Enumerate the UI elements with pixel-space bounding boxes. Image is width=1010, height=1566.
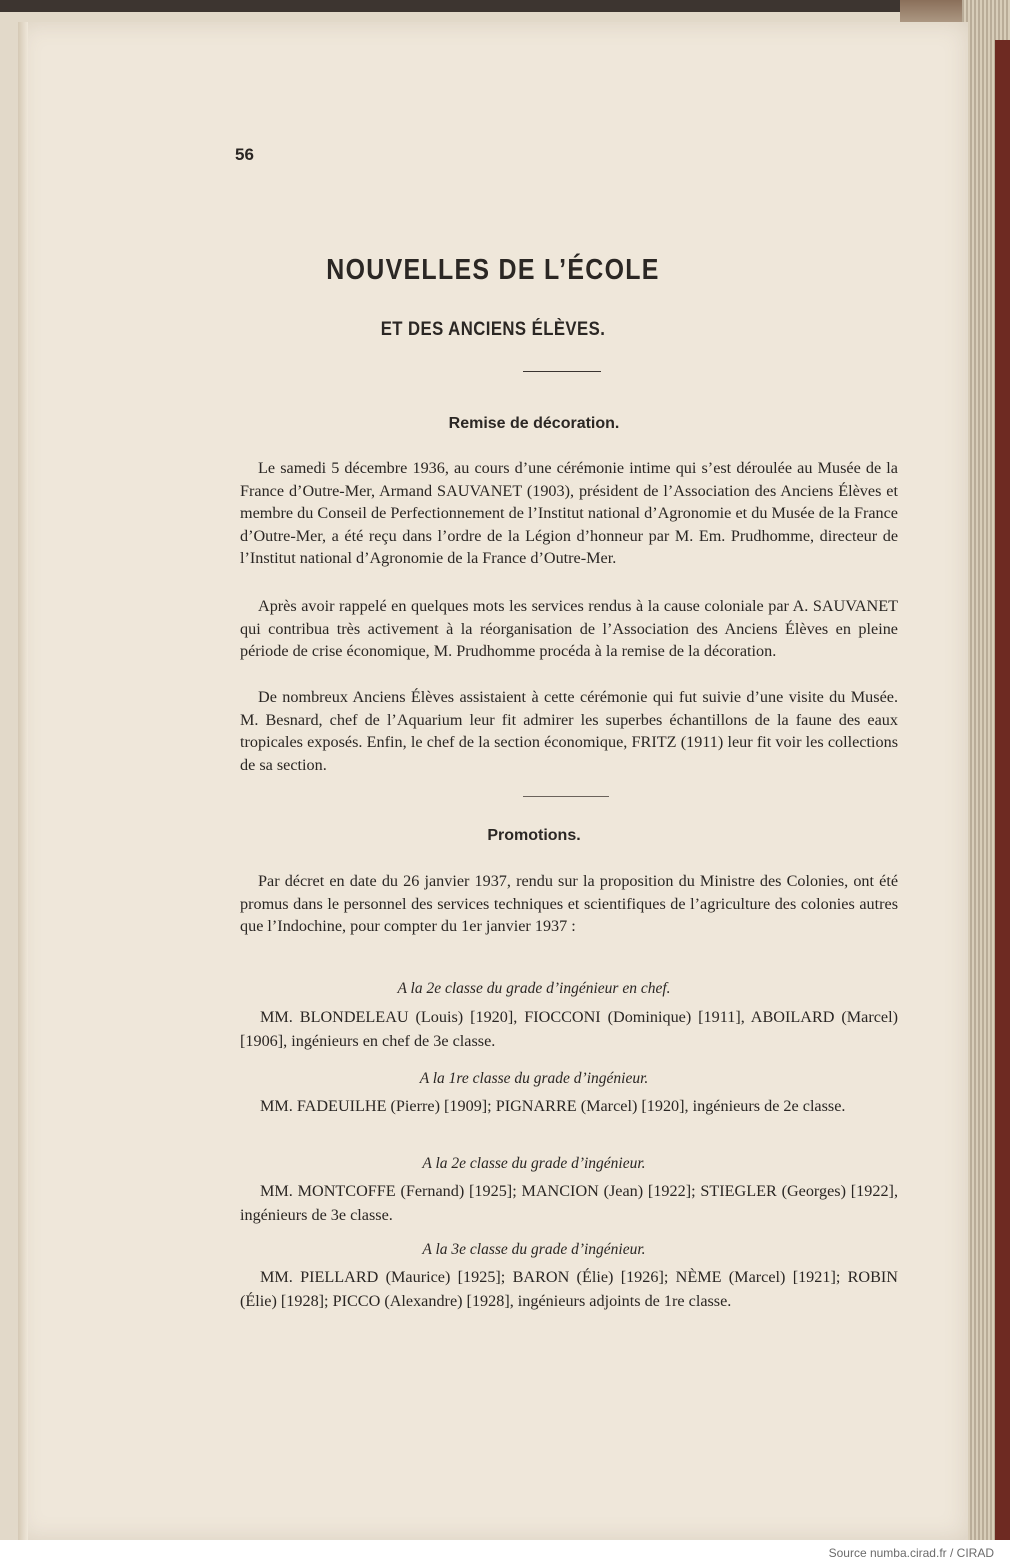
source-credit: Source numba.cirad.fr / CIRAD xyxy=(828,1546,994,1560)
title-divider xyxy=(523,371,601,372)
document-page xyxy=(18,22,968,1540)
grade-heading: A la 2e classe du grade d’ingénieur. xyxy=(422,1155,646,1172)
section-divider xyxy=(523,796,609,797)
grade-heading: A la 3e classe du grade d’ingénieur. xyxy=(422,1241,646,1258)
decoration-paragraph: De nombreux Anciens Élèves assistaient à cette cérémonie qui fut suivie d’une visite du Musée. M. Besnard, chef de l’Aquarium leur fit admirer les superbes échantillons de la faune des eaux tropicales exposés. Enfin, le chef de la section économique, FRITZ (1911) leur fit voir les collections de sa section. xyxy=(240,688,898,774)
section-heading-promotions: Promotions. xyxy=(487,827,581,844)
page-number: 56 xyxy=(235,145,254,164)
promotion-names: MM. BLONDELEAU (Louis) [1920], FIOCCONI (Dominique) [1911], ABOILARD (Marcel) [1906], ingénieurs en chef de 3e classe. xyxy=(240,1008,898,1050)
decoration-paragraph: Le samedi 5 décembre 1936, au cours d’une cérémonie intime qui s’est déroulée au Musée de la France d’Outre-Mer, Armand SAUVANET (1903), président de l’Association des Anciens Élèves et membre du Conseil de Perfectionnement de l’Institut national d’Agronomie et du Musée de la France d’Outre-Mer, a été reçu dans l’ordre de la Légion d’honneur par M. Em. Prudhomme, directeur de l’Institut national d’Agronomie de la France d’Outre-Mer. xyxy=(240,459,898,568)
page-subtitle: ET DES ANCIENS ÉLÈVES. xyxy=(380,319,606,340)
promotion-names: MM. FADEUILHE (Pierre) [1909]; PIGNARRE (Marcel) [1920], ingénieurs de 2e classe. xyxy=(260,1097,846,1115)
book-binding xyxy=(995,40,1010,1540)
promotions-intro: Par décret en date du 26 janvier 1937, rendu sur la proposition du Ministre des Colonies, ont été promus dans le personnel des services techniques et scientifiques de l’agriculture des colonies autres que l’Indochine, pour compter du 1er janvier 1937 : xyxy=(240,872,898,936)
grade-heading: A la 2e classe du grade d’ingénieur en chef. xyxy=(397,980,671,997)
page-title: NOUVELLES DE L’ÉCOLE xyxy=(326,254,660,286)
grade-heading: A la 1re classe du grade d’ingénieur. xyxy=(419,1070,649,1087)
promotion-names: MM. PIELLARD (Maurice) [1925]; BARON (Élie) [1926]; NÈME (Marcel) [1921]; ROBIN (Élie) [1928]; PICCO (Alexandre) [1928], ingénieurs adjoints de 1re classe. xyxy=(240,1268,898,1310)
promotion-names: MM. MONTCOFFE (Fernand) [1925]; MANCION (Jean) [1922]; STIEGLER (Georges) [1922], ingénieurs de 3e classe. xyxy=(240,1182,898,1224)
page-left-edge xyxy=(18,22,28,1540)
decoration-paragraph: Après avoir rappelé en quelques mots les services rendus à la cause coloniale par A. SAUVANET qui contribua très activement à la réorganisation de l’Association des Anciens Élèves en pleine période de crise économique, M. Prudhomme procéda à la remise de la décoration. xyxy=(240,597,898,661)
section-heading-decoration: Remise de décoration. xyxy=(448,415,620,432)
